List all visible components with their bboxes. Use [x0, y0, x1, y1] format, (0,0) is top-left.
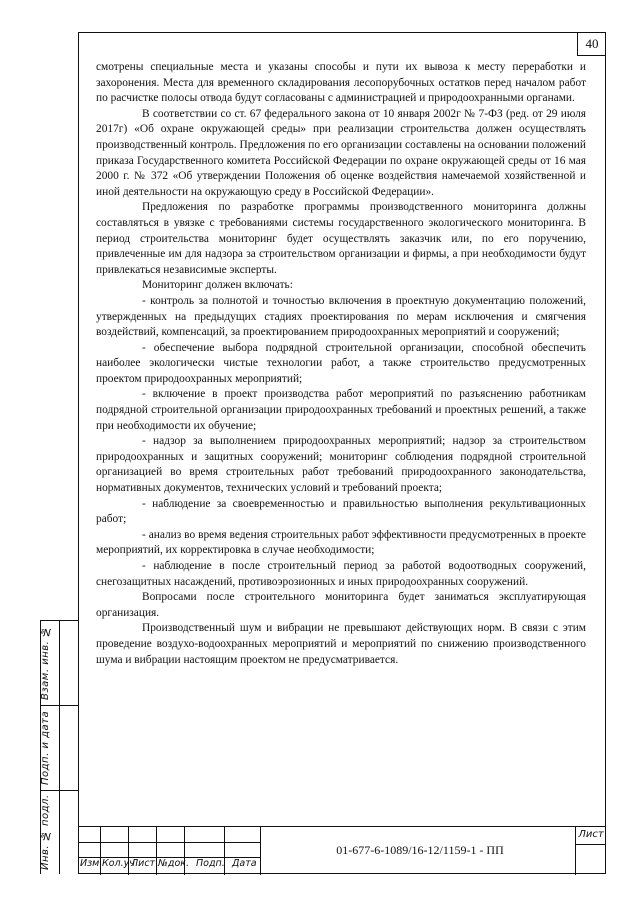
paragraph: Мониторинг должен включать: — [142, 279, 293, 292]
paragraph: - обеспечение выбора подрядной строительной организации, способной обеспечить наиболее экологически чистые технологии работ, а также строительство предусмотренных проектом природоохранных мероприятий; — [96, 341, 586, 385]
side-stamp-line — [40, 705, 78, 706]
title-block-line — [575, 844, 606, 845]
header-izm: Изм. — [80, 858, 103, 869]
paragraph: - наблюдение за своевременностью и правильностью выполнения рекультивационных работ; — [96, 497, 586, 526]
header-ndok: №док. — [158, 858, 190, 869]
title-block-line — [260, 827, 261, 875]
paragraph: Предложения по разработке программы производственного мониторинга должны составляться в увязке с требованиями системы государственного экологического мониторинга. В период строительства мониторинг будет осуществлять заказчик или, по его поручению, привлеченные им для надзора за строительством организации и фирмы, а при необходимости будут привлекаться независимые эксперты. — [96, 201, 586, 276]
paragraph: - надзор за выполнением природоохранных мероприятий; надзор за строительством природоохранных и защитных сооружений; мониторинг соблюдения подрядной строительной организацией во время строительных работ требований природоохранного законодательства, нормативных документов, технических условий и требований проекта; — [96, 435, 586, 495]
side-stamp-line — [40, 790, 78, 791]
side-stamp-line — [40, 620, 78, 621]
header-kol-uch: Кол.уч — [102, 858, 135, 869]
header-data: Дата — [232, 858, 257, 869]
side-label-podp-data: Подп. и дата — [40, 710, 51, 786]
sheet-label: Лист — [578, 829, 604, 840]
header-list: Лист — [131, 858, 156, 869]
paragraph: смотрены специальные места и указаны способы и пути их вывоза к месту переработки и захоронения. Места для временного складирования лесопорубочных остатков перед началом работ по расчистке полосы отвода будут согласованы с администрацией и природоохранными органами. — [96, 61, 586, 105]
page-number: 40 — [577, 32, 606, 56]
side-label-vzam: Взам. инв. № — [40, 625, 51, 701]
document-code: 01-677-6-1089/16-12/1159-1 - ПП — [336, 843, 504, 857]
paragraph: Вопросами после строительного мониторинга будет заниматься эксплуатирующая организация. — [96, 591, 586, 619]
paragraph: В соответствии со ст. 67 федерального закона от 10 января 2002г № 7-ФЗ (ред. от 29 июля 2017г) «Об охране окружающей среды» при реализации строительства должен осуществлять производственный контроль. Предложения по его организации составлены на основании положений приказа Государственного комитета Российской Федерации по охране окружающей среды от 16 мая 2000 г. № 372 «Об утверждении Положения об оценке воздействия намечаемой хозяйственной и иной деятельности на окружающую среду в Российской Федерации». — [96, 107, 586, 198]
paragraph: - контроль за полнотой и точностью включения в проектную документацию положений, утвержденных на предыдущих стадиях проектирования по мерам исключения и смягчения воздействий, компенсаций, за проектированием природоохранных мероприятий и сооружений; — [96, 294, 586, 339]
paragraph: - включение в проект производства работ мероприятий по разъяснению работникам подрядной строительной организации природоохранных требований и проектных решений, а также при необходимости их обучение; — [96, 388, 586, 432]
paragraph: - наблюдение в после строительный период за работой водоотводных сооружений, снегозащитных насаждений, противоэрозионных и иных природоохранных сооружений. — [96, 560, 586, 588]
title-block-line — [156, 827, 157, 875]
title-block-line — [78, 842, 260, 843]
body-text — [96, 60, 586, 668]
side-label-inv-podl: Инв. № подл. — [40, 794, 51, 870]
paragraph: - анализ во время ведения строительных работ эффективности предусмотренных в проекте мероприятий, их корректировка в случае необходимости; — [96, 528, 586, 557]
paragraph: Производственный шум и вибрации не превышают действующих норм. В связи с этим проведение воздухо-водоохранных мероприятий и мероприятий по снижению производственного шума и вибрации настоящим проектом не предусматривается. — [96, 622, 586, 666]
header-podp: Подп. — [196, 858, 225, 869]
